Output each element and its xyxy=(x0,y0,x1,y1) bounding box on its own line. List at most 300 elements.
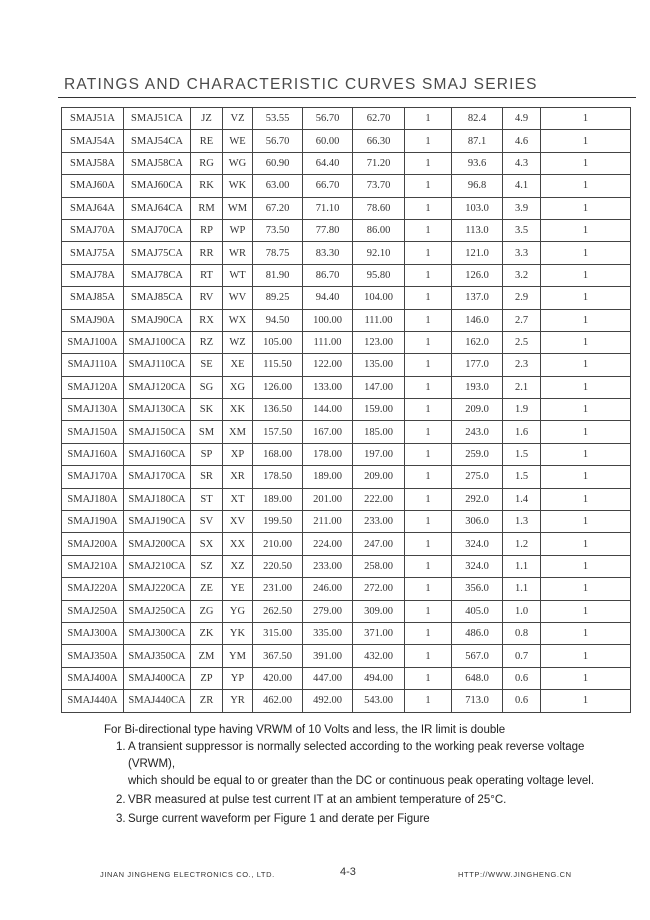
cell-test-current: 1 xyxy=(405,399,452,421)
cell-vbr-max: 92.10 xyxy=(353,242,405,264)
cell-clamping-voltage: 96.8 xyxy=(452,175,503,197)
cell-vrwm: 67.20 xyxy=(253,197,303,219)
cell-peak-pulse-current: 4.3 xyxy=(503,152,541,174)
cell-marking-uni: SX xyxy=(191,533,223,555)
cell-vrwm: 53.55 xyxy=(253,108,303,130)
cell-part-bidirectional: SMAJ150CA xyxy=(124,421,191,443)
cell-vrwm: 220.50 xyxy=(253,555,303,577)
cell-marking-bi: YM xyxy=(223,645,253,667)
cell-peak-pulse-current: 2.9 xyxy=(503,287,541,309)
cell-reverse-leakage: 1 xyxy=(541,331,631,353)
cell-part-bidirectional: SMAJ85CA xyxy=(124,287,191,309)
cell-test-current: 1 xyxy=(405,287,452,309)
cell-part-unidirectional: SMAJ200A xyxy=(62,533,124,555)
cell-vbr-min: 335.00 xyxy=(303,622,353,644)
cell-vrwm: 81.90 xyxy=(253,264,303,286)
cell-test-current: 1 xyxy=(405,443,452,465)
cell-part-bidirectional: SMAJ58CA xyxy=(124,152,191,174)
cell-part-unidirectional: SMAJ180A xyxy=(62,488,124,510)
cell-vrwm: 315.00 xyxy=(253,622,303,644)
cell-test-current: 1 xyxy=(405,622,452,644)
cell-peak-pulse-current: 1.9 xyxy=(503,399,541,421)
cell-vbr-min: 492.00 xyxy=(303,690,353,712)
table-row xyxy=(62,511,631,533)
cell-clamping-voltage: 193.0 xyxy=(452,376,503,398)
cell-vbr-min: 64.40 xyxy=(303,152,353,174)
cell-test-current: 1 xyxy=(405,600,452,622)
cell-test-current: 1 xyxy=(405,309,452,331)
cell-peak-pulse-current: 3.2 xyxy=(503,264,541,286)
cell-marking-uni: RV xyxy=(191,287,223,309)
cell-marking-uni: SE xyxy=(191,354,223,376)
cell-peak-pulse-current: 1.6 xyxy=(503,421,541,443)
cell-vbr-max: 62.70 xyxy=(353,108,405,130)
cell-peak-pulse-current: 3.3 xyxy=(503,242,541,264)
cell-test-current: 1 xyxy=(405,376,452,398)
cell-vrwm: 115.50 xyxy=(253,354,303,376)
cell-peak-pulse-current: 0.8 xyxy=(503,622,541,644)
cell-peak-pulse-current: 0.7 xyxy=(503,645,541,667)
cell-peak-pulse-current: 1.3 xyxy=(503,511,541,533)
cell-vrwm: 60.90 xyxy=(253,152,303,174)
cell-clamping-voltage: 146.0 xyxy=(452,309,503,331)
note-item xyxy=(104,811,634,828)
cell-vrwm: 199.50 xyxy=(253,511,303,533)
cell-test-current: 1 xyxy=(405,667,452,689)
footer-page-number: 4-3 xyxy=(340,866,356,878)
table-row xyxy=(62,309,631,331)
cell-part-unidirectional: SMAJ110A xyxy=(62,354,124,376)
cell-part-bidirectional: SMAJ180CA xyxy=(124,488,191,510)
cell-vbr-min: 144.00 xyxy=(303,399,353,421)
cell-peak-pulse-current: 2.5 xyxy=(503,331,541,353)
cell-vbr-min: 233.00 xyxy=(303,555,353,577)
cell-reverse-leakage: 1 xyxy=(541,219,631,241)
cell-part-unidirectional: SMAJ58A xyxy=(62,152,124,174)
cell-marking-uni: RM xyxy=(191,197,223,219)
cell-peak-pulse-current: 3.9 xyxy=(503,197,541,219)
footer-url: HTTP://WWW.JINGHENG.CN xyxy=(458,870,572,879)
cell-marking-bi: XR xyxy=(223,466,253,488)
cell-vbr-min: 167.00 xyxy=(303,421,353,443)
cell-reverse-leakage: 1 xyxy=(541,376,631,398)
ratings-table xyxy=(61,107,631,713)
cell-reverse-leakage: 1 xyxy=(541,242,631,264)
cell-reverse-leakage: 1 xyxy=(541,152,631,174)
cell-vrwm: 462.00 xyxy=(253,690,303,712)
cell-part-bidirectional: SMAJ90CA xyxy=(124,309,191,331)
cell-part-unidirectional: SMAJ220A xyxy=(62,578,124,600)
cell-test-current: 1 xyxy=(405,466,452,488)
cell-vbr-max: 135.00 xyxy=(353,354,405,376)
cell-marking-uni: RT xyxy=(191,264,223,286)
cell-vbr-min: 66.70 xyxy=(303,175,353,197)
cell-reverse-leakage: 1 xyxy=(541,600,631,622)
cell-vbr-max: 272.00 xyxy=(353,578,405,600)
cell-marking-uni: RG xyxy=(191,152,223,174)
cell-part-bidirectional: SMAJ160CA xyxy=(124,443,191,465)
cell-reverse-leakage: 1 xyxy=(541,555,631,577)
table-row xyxy=(62,399,631,421)
cell-peak-pulse-current: 2.7 xyxy=(503,309,541,331)
cell-marking-uni: ZR xyxy=(191,690,223,712)
cell-test-current: 1 xyxy=(405,130,452,152)
cell-test-current: 1 xyxy=(405,331,452,353)
table-row xyxy=(62,533,631,555)
cell-vbr-min: 83.30 xyxy=(303,242,353,264)
cell-marking-bi: WT xyxy=(223,264,253,286)
cell-part-bidirectional: SMAJ300CA xyxy=(124,622,191,644)
cell-part-bidirectional: SMAJ190CA xyxy=(124,511,191,533)
cell-marking-bi: XZ xyxy=(223,555,253,577)
note-text-continued: which should be equal to or greater than the DC or continuous peak operating voltage level. xyxy=(128,775,595,787)
cell-vbr-max: 209.00 xyxy=(353,466,405,488)
cell-part-unidirectional: SMAJ250A xyxy=(62,600,124,622)
cell-clamping-voltage: 324.0 xyxy=(452,555,503,577)
cell-reverse-leakage: 1 xyxy=(541,488,631,510)
cell-part-unidirectional: SMAJ400A xyxy=(62,667,124,689)
cell-vbr-max: 247.00 xyxy=(353,533,405,555)
cell-vbr-min: 391.00 xyxy=(303,645,353,667)
cell-part-bidirectional: SMAJ75CA xyxy=(124,242,191,264)
note-text: VBR measured at pulse test current IT at an ambient temperature of 25°C. xyxy=(128,794,507,806)
cell-vbr-max: 73.70 xyxy=(353,175,405,197)
cell-part-bidirectional: SMAJ440CA xyxy=(124,690,191,712)
cell-marking-uni: ZK xyxy=(191,622,223,644)
cell-clamping-voltage: 648.0 xyxy=(452,667,503,689)
cell-reverse-leakage: 1 xyxy=(541,197,631,219)
cell-test-current: 1 xyxy=(405,555,452,577)
cell-marking-bi: WM xyxy=(223,197,253,219)
cell-test-current: 1 xyxy=(405,219,452,241)
table-row xyxy=(62,421,631,443)
cell-vbr-min: 224.00 xyxy=(303,533,353,555)
cell-test-current: 1 xyxy=(405,354,452,376)
cell-vbr-max: 197.00 xyxy=(353,443,405,465)
cell-part-bidirectional: SMAJ350CA xyxy=(124,645,191,667)
cell-clamping-voltage: 275.0 xyxy=(452,466,503,488)
cell-clamping-voltage: 356.0 xyxy=(452,578,503,600)
cell-part-unidirectional: SMAJ100A xyxy=(62,331,124,353)
ratings-table-body xyxy=(62,108,631,713)
cell-marking-bi: WK xyxy=(223,175,253,197)
cell-part-unidirectional: SMAJ300A xyxy=(62,622,124,644)
cell-reverse-leakage: 1 xyxy=(541,354,631,376)
cell-part-unidirectional: SMAJ190A xyxy=(62,511,124,533)
cell-vrwm: 262.50 xyxy=(253,600,303,622)
cell-vbr-max: 123.00 xyxy=(353,331,405,353)
cell-part-bidirectional: SMAJ170CA xyxy=(124,466,191,488)
cell-part-bidirectional: SMAJ250CA xyxy=(124,600,191,622)
cell-vbr-max: 147.00 xyxy=(353,376,405,398)
cell-part-bidirectional: SMAJ200CA xyxy=(124,533,191,555)
cell-reverse-leakage: 1 xyxy=(541,108,631,130)
cell-reverse-leakage: 1 xyxy=(541,264,631,286)
cell-vrwm: 136.50 xyxy=(253,399,303,421)
cell-part-bidirectional: SMAJ220CA xyxy=(124,578,191,600)
title-divider xyxy=(58,97,636,98)
table-row xyxy=(62,667,631,689)
cell-test-current: 1 xyxy=(405,533,452,555)
table-row xyxy=(62,108,631,130)
cell-marking-uni: SV xyxy=(191,511,223,533)
cell-clamping-voltage: 243.0 xyxy=(452,421,503,443)
cell-vbr-min: 111.00 xyxy=(303,331,353,353)
cell-marking-bi: WR xyxy=(223,242,253,264)
cell-vrwm: 63.00 xyxy=(253,175,303,197)
note-text: Surge current waveform per Figure 1 and derate per Figure xyxy=(128,813,430,825)
cell-part-bidirectional: SMAJ400CA xyxy=(124,667,191,689)
cell-vrwm: 89.25 xyxy=(253,287,303,309)
cell-vbr-min: 447.00 xyxy=(303,667,353,689)
page-title: RATINGS AND CHARACTERISTIC CURVES SMAJ SERIES xyxy=(64,76,538,93)
cell-clamping-voltage: 103.0 xyxy=(452,197,503,219)
cell-clamping-voltage: 486.0 xyxy=(452,622,503,644)
cell-part-unidirectional: SMAJ85A xyxy=(62,287,124,309)
cell-marking-uni: SK xyxy=(191,399,223,421)
cell-vbr-min: 60.00 xyxy=(303,130,353,152)
cell-marking-uni: ZP xyxy=(191,667,223,689)
cell-part-bidirectional: SMAJ210CA xyxy=(124,555,191,577)
cell-vrwm: 78.75 xyxy=(253,242,303,264)
cell-peak-pulse-current: 1.4 xyxy=(503,488,541,510)
cell-peak-pulse-current: 1.2 xyxy=(503,533,541,555)
notes-intro: For Bi-directional type having VRWM of 10 Volts and less, the IR limit is double xyxy=(104,724,506,736)
cell-clamping-voltage: 177.0 xyxy=(452,354,503,376)
cell-clamping-voltage: 292.0 xyxy=(452,488,503,510)
cell-part-unidirectional: SMAJ350A xyxy=(62,645,124,667)
cell-part-bidirectional: SMAJ120CA xyxy=(124,376,191,398)
cell-peak-pulse-current: 1.0 xyxy=(503,600,541,622)
cell-test-current: 1 xyxy=(405,108,452,130)
table-row xyxy=(62,690,631,712)
cell-reverse-leakage: 1 xyxy=(541,130,631,152)
cell-marking-bi: YE xyxy=(223,578,253,600)
cell-vbr-max: 222.00 xyxy=(353,488,405,510)
cell-clamping-voltage: 209.0 xyxy=(452,399,503,421)
table-row xyxy=(62,175,631,197)
cell-test-current: 1 xyxy=(405,152,452,174)
cell-peak-pulse-current: 4.6 xyxy=(503,130,541,152)
cell-vrwm: 168.00 xyxy=(253,443,303,465)
cell-reverse-leakage: 1 xyxy=(541,667,631,689)
cell-test-current: 1 xyxy=(405,488,452,510)
cell-vbr-min: 133.00 xyxy=(303,376,353,398)
table-row xyxy=(62,354,631,376)
table-row xyxy=(62,376,631,398)
cell-test-current: 1 xyxy=(405,578,452,600)
cell-vbr-max: 159.00 xyxy=(353,399,405,421)
cell-part-unidirectional: SMAJ54A xyxy=(62,130,124,152)
cell-vrwm: 178.50 xyxy=(253,466,303,488)
cell-test-current: 1 xyxy=(405,511,452,533)
cell-vbr-min: 189.00 xyxy=(303,466,353,488)
cell-clamping-voltage: 259.0 xyxy=(452,443,503,465)
cell-part-unidirectional: SMAJ150A xyxy=(62,421,124,443)
cell-peak-pulse-current: 2.1 xyxy=(503,376,541,398)
cell-vbr-max: 233.00 xyxy=(353,511,405,533)
cell-reverse-leakage: 1 xyxy=(541,578,631,600)
cell-clamping-voltage: 113.0 xyxy=(452,219,503,241)
cell-part-unidirectional: SMAJ160A xyxy=(62,443,124,465)
cell-test-current: 1 xyxy=(405,645,452,667)
cell-part-unidirectional: SMAJ51A xyxy=(62,108,124,130)
cell-marking-bi: XX xyxy=(223,533,253,555)
cell-vbr-max: 71.20 xyxy=(353,152,405,174)
cell-reverse-leakage: 1 xyxy=(541,443,631,465)
cell-marking-uni: RP xyxy=(191,219,223,241)
note-number: 2. xyxy=(116,794,126,806)
cell-part-bidirectional: SMAJ60CA xyxy=(124,175,191,197)
cell-reverse-leakage: 1 xyxy=(541,175,631,197)
cell-vbr-max: 185.00 xyxy=(353,421,405,443)
cell-part-bidirectional: SMAJ78CA xyxy=(124,264,191,286)
note-text: A transient suppressor is normally selected according to the working peak reverse voltage (VRWM), xyxy=(128,741,585,770)
cell-marking-uni: SP xyxy=(191,443,223,465)
table-row xyxy=(62,600,631,622)
cell-part-bidirectional: SMAJ130CA xyxy=(124,399,191,421)
table-row xyxy=(62,242,631,264)
cell-reverse-leakage: 1 xyxy=(541,511,631,533)
cell-part-unidirectional: SMAJ75A xyxy=(62,242,124,264)
cell-vbr-max: 371.00 xyxy=(353,622,405,644)
cell-vbr-max: 95.80 xyxy=(353,264,405,286)
cell-marking-bi: WZ xyxy=(223,331,253,353)
table-row xyxy=(62,622,631,644)
cell-marking-bi: XM xyxy=(223,421,253,443)
cell-marking-uni: ZG xyxy=(191,600,223,622)
cell-vbr-min: 86.70 xyxy=(303,264,353,286)
cell-part-bidirectional: SMAJ70CA xyxy=(124,219,191,241)
cell-vbr-min: 246.00 xyxy=(303,578,353,600)
cell-vbr-max: 86.00 xyxy=(353,219,405,241)
cell-vbr-min: 122.00 xyxy=(303,354,353,376)
cell-peak-pulse-current: 3.5 xyxy=(503,219,541,241)
cell-vbr-min: 56.70 xyxy=(303,108,353,130)
cell-reverse-leakage: 1 xyxy=(541,399,631,421)
notes-list xyxy=(104,739,634,828)
cell-reverse-leakage: 1 xyxy=(541,421,631,443)
cell-clamping-voltage: 93.6 xyxy=(452,152,503,174)
cell-vbr-min: 77.80 xyxy=(303,219,353,241)
cell-part-bidirectional: SMAJ100CA xyxy=(124,331,191,353)
cell-part-unidirectional: SMAJ78A xyxy=(62,264,124,286)
cell-marking-bi: XP xyxy=(223,443,253,465)
note-number: 1. xyxy=(116,741,126,753)
cell-clamping-voltage: 567.0 xyxy=(452,645,503,667)
cell-vbr-min: 211.00 xyxy=(303,511,353,533)
cell-peak-pulse-current: 1.1 xyxy=(503,578,541,600)
cell-part-unidirectional: SMAJ210A xyxy=(62,555,124,577)
cell-marking-uni: RR xyxy=(191,242,223,264)
cell-vrwm: 210.00 xyxy=(253,533,303,555)
footer-company: JINAN JINGHENG ELECTRONICS CO., LTD. xyxy=(100,870,275,879)
table-row xyxy=(62,645,631,667)
cell-part-unidirectional: SMAJ64A xyxy=(62,197,124,219)
cell-marking-uni: ST xyxy=(191,488,223,510)
cell-marking-bi: XG xyxy=(223,376,253,398)
cell-clamping-voltage: 126.0 xyxy=(452,264,503,286)
cell-peak-pulse-current: 0.6 xyxy=(503,667,541,689)
cell-vbr-max: 309.00 xyxy=(353,600,405,622)
cell-marking-uni: JZ xyxy=(191,108,223,130)
cell-clamping-voltage: 82.4 xyxy=(452,108,503,130)
cell-test-current: 1 xyxy=(405,242,452,264)
cell-marking-bi: WP xyxy=(223,219,253,241)
cell-reverse-leakage: 1 xyxy=(541,309,631,331)
cell-vbr-max: 111.00 xyxy=(353,309,405,331)
cell-clamping-voltage: 87.1 xyxy=(452,130,503,152)
cell-peak-pulse-current: 1.5 xyxy=(503,466,541,488)
cell-vbr-max: 258.00 xyxy=(353,555,405,577)
cell-clamping-voltage: 324.0 xyxy=(452,533,503,555)
cell-marking-bi: XE xyxy=(223,354,253,376)
cell-test-current: 1 xyxy=(405,175,452,197)
table-row xyxy=(62,197,631,219)
cell-vrwm: 94.50 xyxy=(253,309,303,331)
cell-vrwm: 189.00 xyxy=(253,488,303,510)
cell-part-bidirectional: SMAJ51CA xyxy=(124,108,191,130)
cell-part-unidirectional: SMAJ90A xyxy=(62,309,124,331)
cell-clamping-voltage: 713.0 xyxy=(452,690,503,712)
cell-reverse-leakage: 1 xyxy=(541,690,631,712)
cell-marking-bi: WV xyxy=(223,287,253,309)
cell-marking-uni: SG xyxy=(191,376,223,398)
cell-vbr-min: 178.00 xyxy=(303,443,353,465)
cell-vbr-max: 432.00 xyxy=(353,645,405,667)
table-row xyxy=(62,219,631,241)
cell-vbr-max: 78.60 xyxy=(353,197,405,219)
cell-vbr-min: 201.00 xyxy=(303,488,353,510)
cell-marking-bi: YK xyxy=(223,622,253,644)
cell-marking-bi: VZ xyxy=(223,108,253,130)
cell-part-unidirectional: SMAJ130A xyxy=(62,399,124,421)
cell-marking-bi: WG xyxy=(223,152,253,174)
cell-test-current: 1 xyxy=(405,264,452,286)
cell-marking-bi: XV xyxy=(223,511,253,533)
table-row xyxy=(62,331,631,353)
cell-part-bidirectional: SMAJ54CA xyxy=(124,130,191,152)
cell-vrwm: 56.70 xyxy=(253,130,303,152)
cell-vbr-min: 279.00 xyxy=(303,600,353,622)
table-row xyxy=(62,130,631,152)
cell-part-bidirectional: SMAJ64CA xyxy=(124,197,191,219)
cell-marking-bi: YG xyxy=(223,600,253,622)
cell-vbr-min: 94.40 xyxy=(303,287,353,309)
cell-vbr-max: 104.00 xyxy=(353,287,405,309)
cell-reverse-leakage: 1 xyxy=(541,466,631,488)
cell-peak-pulse-current: 4.9 xyxy=(503,108,541,130)
table-row xyxy=(62,466,631,488)
cell-vrwm: 105.00 xyxy=(253,331,303,353)
cell-marking-uni: SM xyxy=(191,421,223,443)
cell-reverse-leakage: 1 xyxy=(541,287,631,309)
cell-reverse-leakage: 1 xyxy=(541,645,631,667)
cell-marking-bi: YR xyxy=(223,690,253,712)
cell-part-unidirectional: SMAJ440A xyxy=(62,690,124,712)
cell-part-unidirectional: SMAJ170A xyxy=(62,466,124,488)
table-row xyxy=(62,555,631,577)
cell-marking-uni: RX xyxy=(191,309,223,331)
cell-peak-pulse-current: 1.5 xyxy=(503,443,541,465)
cell-vrwm: 73.50 xyxy=(253,219,303,241)
cell-clamping-voltage: 137.0 xyxy=(452,287,503,309)
cell-marking-bi: WE xyxy=(223,130,253,152)
cell-marking-uni: RZ xyxy=(191,331,223,353)
cell-part-bidirectional: SMAJ110CA xyxy=(124,354,191,376)
cell-vbr-min: 71.10 xyxy=(303,197,353,219)
cell-marking-bi: YP xyxy=(223,667,253,689)
